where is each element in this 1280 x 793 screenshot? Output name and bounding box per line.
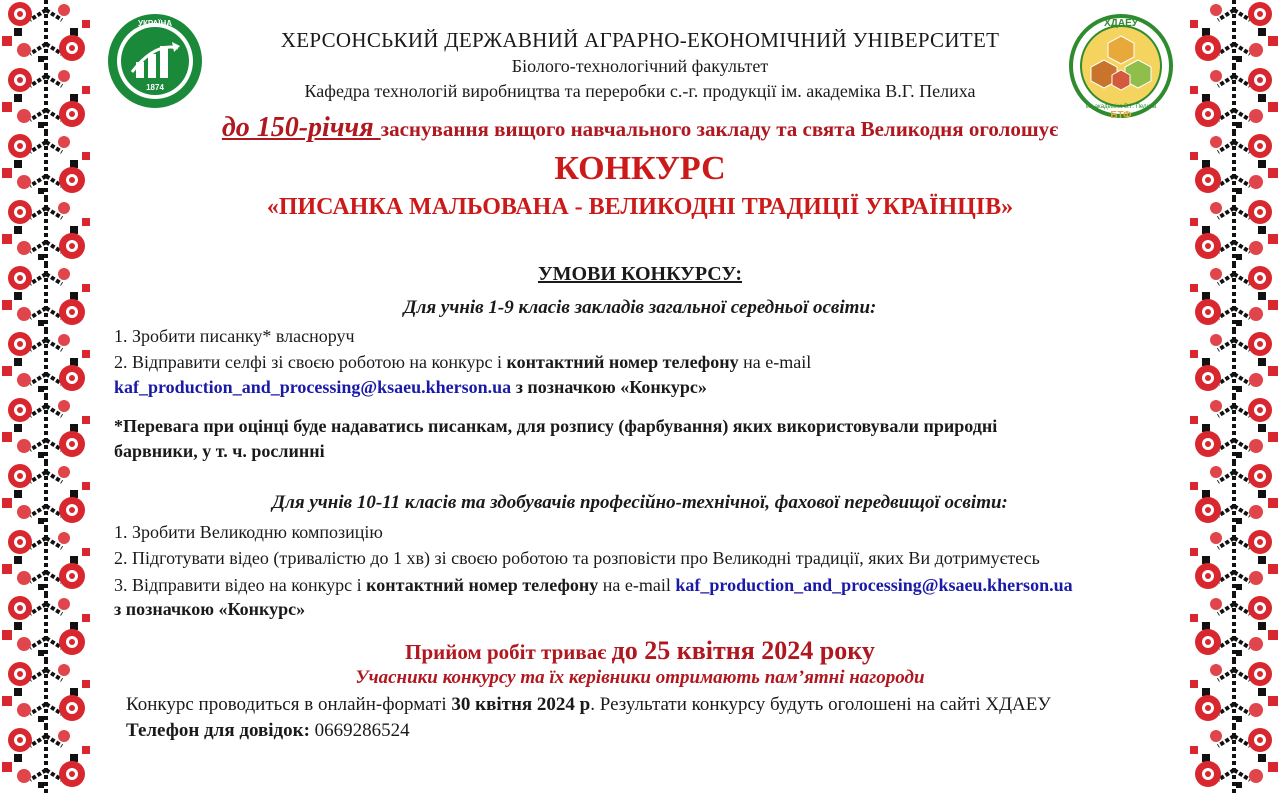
phone-line [126,720,410,742]
group2-item3-email-label: на e-mail [598,575,676,595]
faculty-logo-bottom: БТФ [1110,110,1132,120]
anniversary-highlight: до 150-річчя [221,112,381,143]
group1-note-line1: *Перевага при оцінці буде надаватись писанкам, для розпису (фарбування) яких використовували природні [114,416,998,436]
faculty-logo-ring: ім. академіка В.Г. Пелиха [1085,104,1157,110]
phone-label: Телефон для довідок: [126,720,310,741]
group1-item2 [114,352,811,373]
group1-email-link[interactable]: kaf_production_and_processing@ksaeu.kherson.ua [114,377,512,397]
group2-item3-phone: контактний номер телефону [366,575,599,595]
group1-item2-email-label: на e-mail [738,352,812,372]
deadline-line [110,636,1170,666]
group1-item1: 1. Зробити писанку* власноруч [114,326,355,346]
group1-email-line [114,377,707,398]
online-results: . Результати конкурсу будуть оголошені на сайті ХДАЕУ [590,694,1051,715]
group1-note-line2: барвники, у т. ч. рослинні [114,441,325,461]
group1-item2-text: 2. Відправити селфі зі своєю роботою на конкурс і [114,352,507,372]
group1-item2-phone: контактний номер телефону [506,352,739,372]
seal-top-text: УКРАЇНА [137,19,173,28]
group2-email-link[interactable]: kaf_production_and_processing@ksaeu.kherson.ua [675,575,1073,595]
deadline-date: до 25 квітня 2024 року [611,636,875,665]
department-name: Кафедра технологій виробництва та переробки с.-г. продукції ім. академіка В.Г. Пелиха [304,81,976,101]
anniversary-line [110,112,1170,144]
group2-mark: з позначкою «Конкурс» [114,599,306,619]
contest-title: КОНКУРС [554,150,726,187]
embroidery-pattern-right [1188,0,1280,793]
contest-name: «ПИСАНКА МАЛЬОВАНА - ВЕЛИКОДНІ ТРАДИЦІЇ УКРАЇНЦІВ» [266,194,1014,220]
phone-number: 0669286524 [309,720,410,741]
group2-item3-text: 3. Відправити відео на конкурс і [114,575,367,595]
group2-item2: 2. Підготувати відео (тривалістю до 1 хв) зі своєю роботою та розповісти про Великодні традиції, яких Ви дотримуєтесь [114,548,1040,568]
anniversary-rest: заснування вищого навчального закладу та свята Великодня оголошує [380,117,1059,141]
faculty-logo-top: ХДАЕУ [1104,18,1138,29]
group1-mark: з позначкою «Конкурс» [511,377,707,397]
online-text: Конкурс проводиться в онлайн-форматі [126,694,452,715]
embroidery-border-right [1188,0,1280,793]
embroidery-border-left [0,0,92,793]
group2-item3 [114,575,1073,596]
conditions-heading: УМОВИ КОНКУРСУ: [537,263,743,285]
group2-item1: 1. Зробити Великодню композицію [114,522,383,542]
faculty-name: Біолого-технологічний факультет [511,56,769,76]
online-date: 30 квітня 2024 р [451,694,591,715]
online-format-line [126,694,1166,716]
group2-title: Для учнів 10-11 класів та здобувачів професійно-технічної, фахової передвищої освіти: [272,492,1008,513]
deadline-text: Прийом робіт триває [405,640,612,664]
university-name: ХЕРСОНСЬКИЙ ДЕРЖАВНИЙ АГРАРНО-ЕКОНОМІЧНИЙ УНІВЕРСИТЕТ [280,28,1000,52]
seal-year: 1874 [146,83,164,92]
group1-title: Для учнів 1-9 класів закладів загальної середньої освіти: [403,297,877,318]
embroidery-pattern-left [0,0,92,793]
award-line: Учасники конкурсу та їх керівники отримають пам’ятні нагороди [355,667,925,688]
